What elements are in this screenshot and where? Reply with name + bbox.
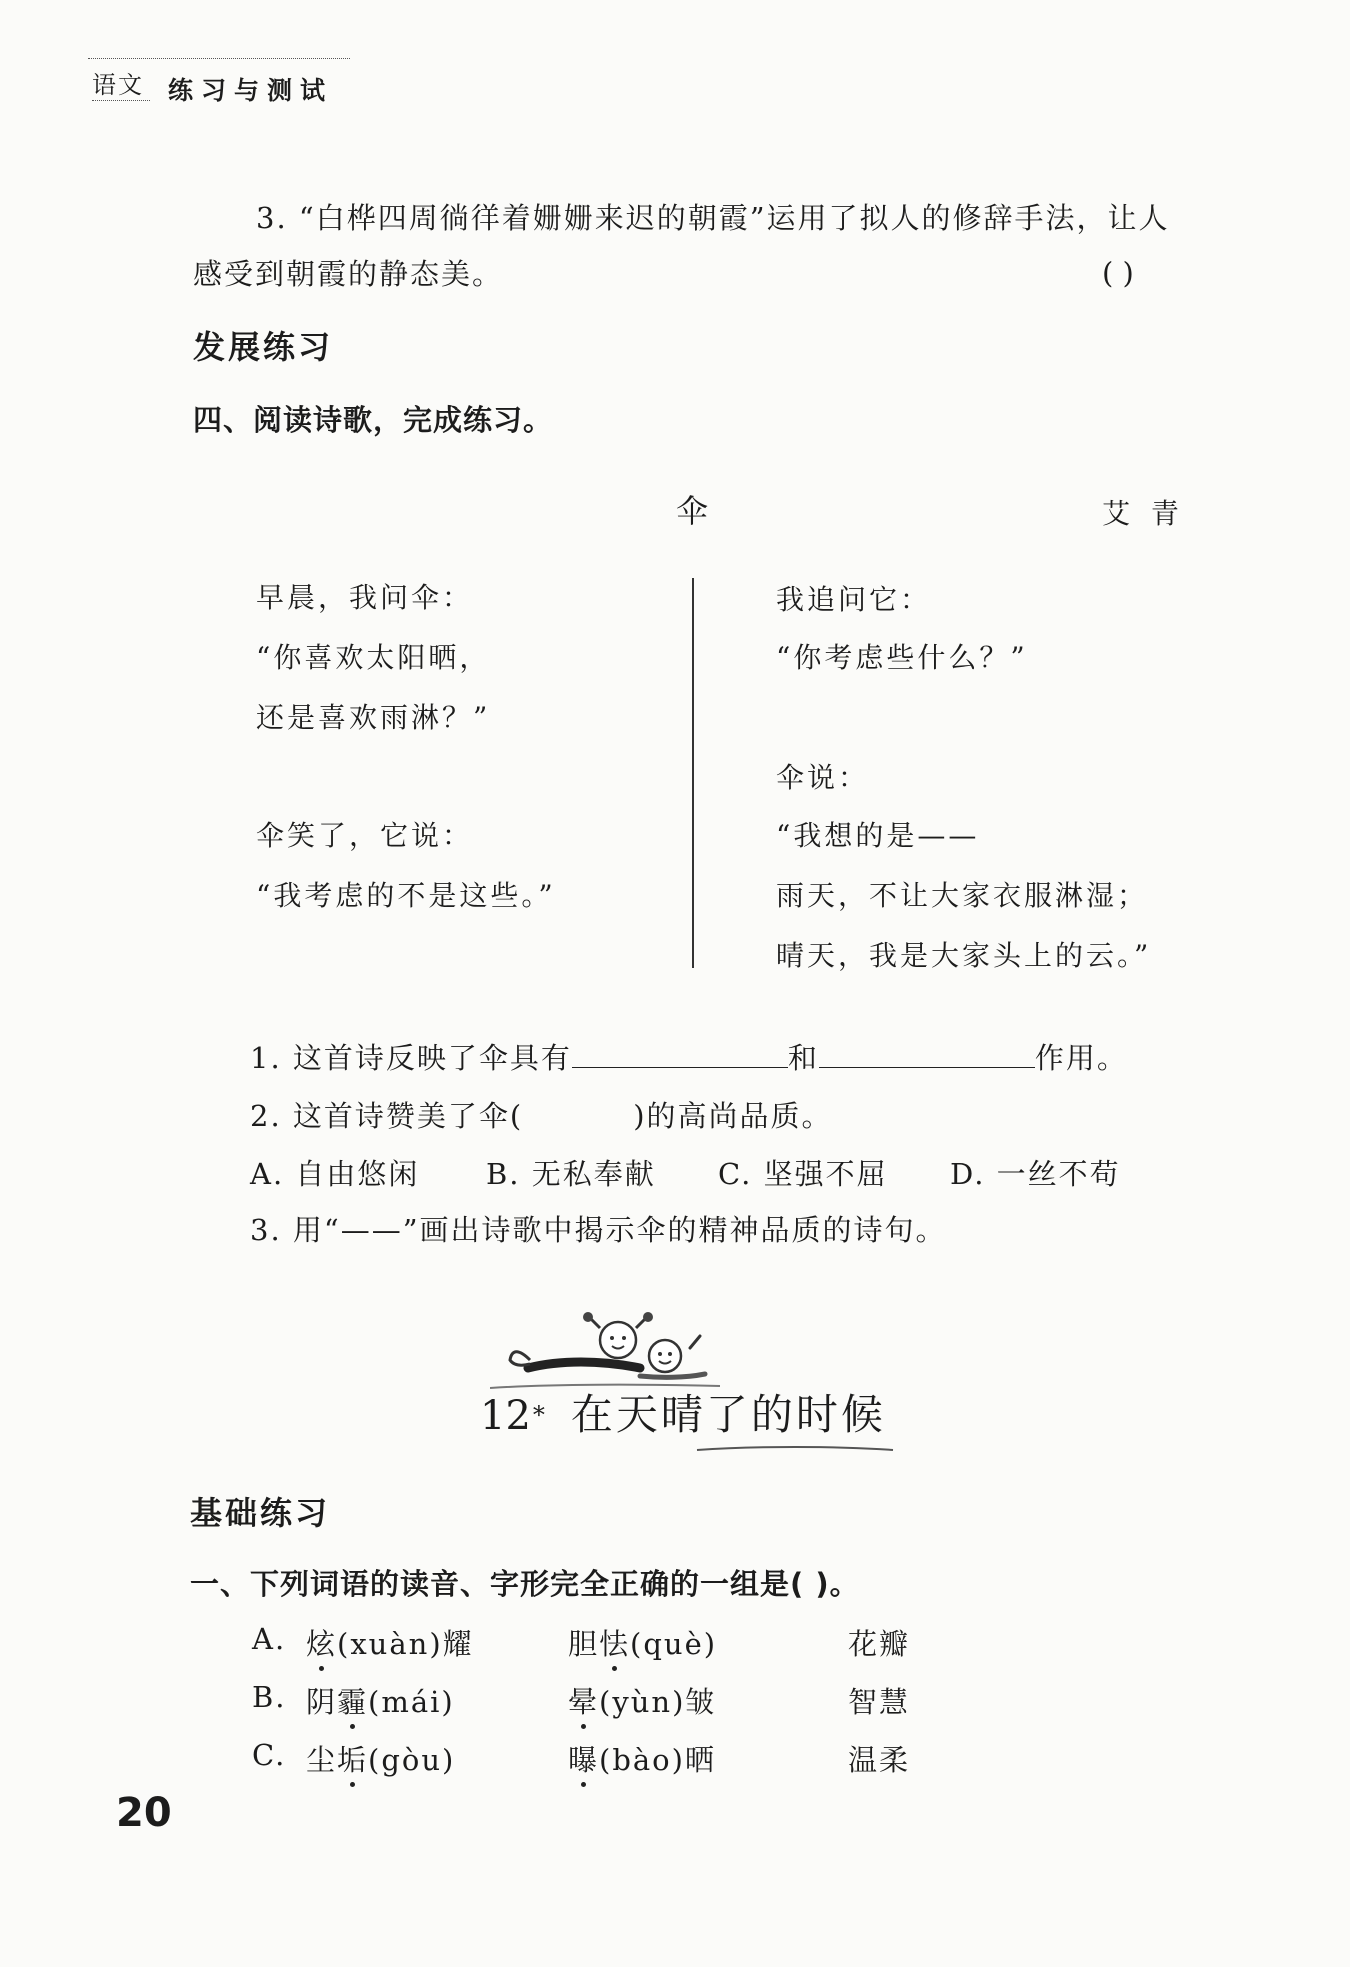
- w-pre: 尘: [306, 1743, 338, 1777]
- title-underline-swoosh: [695, 1444, 895, 1454]
- option-d: D. 一丝不苟: [950, 1157, 1121, 1191]
- page-number: 20: [116, 1790, 172, 1836]
- kids-illustration: [490, 1298, 720, 1390]
- dotted-char: 炫: [306, 1622, 337, 1663]
- w-post: (mái): [368, 1685, 455, 1719]
- option-c: C. 坚强不屈: [718, 1157, 888, 1191]
- poem-question-2: [250, 1094, 833, 1135]
- option-a: A. 自由悠闲: [250, 1157, 420, 1191]
- choice-c-label: C.: [252, 1738, 287, 1772]
- question-4-title: 四、阅读诗歌，完成练习。: [193, 403, 554, 437]
- question-1-title: 一、下列词语的读音、字形完全正确的一组是( )。: [190, 1567, 860, 1601]
- question-3-line-1: 3. “白桦四周徜徉着姗姗来迟的朝霞”运用了拟人的修辞手法，让人: [256, 201, 1170, 235]
- poem-right-line-7: 晴天，我是大家头上的云。”: [776, 939, 1152, 972]
- q1-text-c: 作用。: [1034, 1041, 1128, 1075]
- choice-c-word-3: 温柔: [848, 1743, 911, 1777]
- poem-right-line-2: “你考虑些什么？”: [776, 641, 1028, 674]
- w-post: (gòu): [368, 1743, 456, 1777]
- w-pre: 阴: [306, 1685, 338, 1719]
- poem-column-divider: [692, 578, 694, 968]
- q1-blank-1[interactable]: [572, 1041, 788, 1068]
- choice-a-word-2: [568, 1622, 717, 1663]
- dotted-char: 怯: [599, 1622, 630, 1663]
- lesson-heading: [480, 1382, 886, 1442]
- q1-text-a: 1. 这首诗反映了伞具有: [250, 1041, 572, 1075]
- dotted-char: 垢: [337, 1738, 368, 1779]
- w-post: (bào)晒: [599, 1743, 716, 1777]
- choice-b-word-1: [306, 1680, 455, 1721]
- choice-b-word-2: [568, 1680, 716, 1721]
- choice-c-word-2: [568, 1738, 716, 1779]
- dotted-char: 晕: [568, 1680, 599, 1721]
- choice-a-label: A.: [252, 1622, 287, 1656]
- poem-author: 艾 青: [1102, 497, 1185, 530]
- poem-left-line-5: 伞笑了，它说：: [256, 819, 474, 852]
- option-b: B. 无私奉献: [486, 1157, 656, 1191]
- question-3-line-2: 感受到朝霞的静态美。: [193, 257, 504, 291]
- lesson-number: 12: [480, 1393, 531, 1439]
- page-header: [88, 58, 350, 105]
- w-post: (xuàn)耀: [337, 1627, 474, 1661]
- poem-right-line-5: “我想的是——: [776, 819, 980, 852]
- choice-a-word-3: 花瓣: [848, 1627, 911, 1661]
- book-title: 练习与测试: [168, 76, 334, 105]
- w-pre: 胆: [568, 1627, 600, 1661]
- w-post: (què): [630, 1627, 718, 1661]
- poem-right-line-6: 雨天，不让大家衣服淋湿；: [776, 879, 1149, 912]
- poem-title: 伞: [676, 492, 709, 530]
- section-title-development: 发展练习: [193, 328, 334, 366]
- poem-left-line-1: 早晨，我问伞：: [256, 581, 474, 614]
- poem-left-line-3: 还是喜欢雨淋？”: [256, 701, 491, 734]
- poem-question-3: 3. 用“——”画出诗歌中揭示伞的精神品质的诗句。: [250, 1213, 947, 1247]
- w-post: (yùn)皱: [599, 1685, 717, 1719]
- poem-left-line-2: “你喜欢太阳晒，: [256, 641, 491, 674]
- choice-a-word-1: [306, 1622, 474, 1663]
- poem-question-1: [250, 1036, 1128, 1077]
- choice-c-word-1: [306, 1738, 455, 1779]
- q1-blank-2[interactable]: [819, 1041, 1035, 1068]
- subject-label: 语文: [92, 65, 150, 101]
- poem-right-line-1: 我追问它：: [776, 583, 932, 616]
- q2-text-a: 2. 这首诗赞美了伞(: [250, 1099, 524, 1133]
- dotted-char: 霾: [337, 1680, 368, 1721]
- q2-text-b: )的高尚品质。: [633, 1099, 833, 1133]
- section-title-basic: 基础练习: [190, 1494, 331, 1532]
- choice-b-word-3: 智慧: [848, 1685, 911, 1719]
- lesson-title: 在天晴了的时候: [570, 1390, 886, 1439]
- lesson-marker: *: [532, 1400, 545, 1429]
- poem-left-line-6: “我考虑的不是这些。”: [256, 879, 556, 912]
- dotted-char: 曝: [568, 1738, 599, 1779]
- choice-b-label: B.: [252, 1680, 287, 1714]
- answer-parentheses: ( ): [1102, 256, 1134, 290]
- q1-text-b: 和: [787, 1041, 819, 1075]
- poem-right-line-4: 伞说：: [776, 761, 870, 794]
